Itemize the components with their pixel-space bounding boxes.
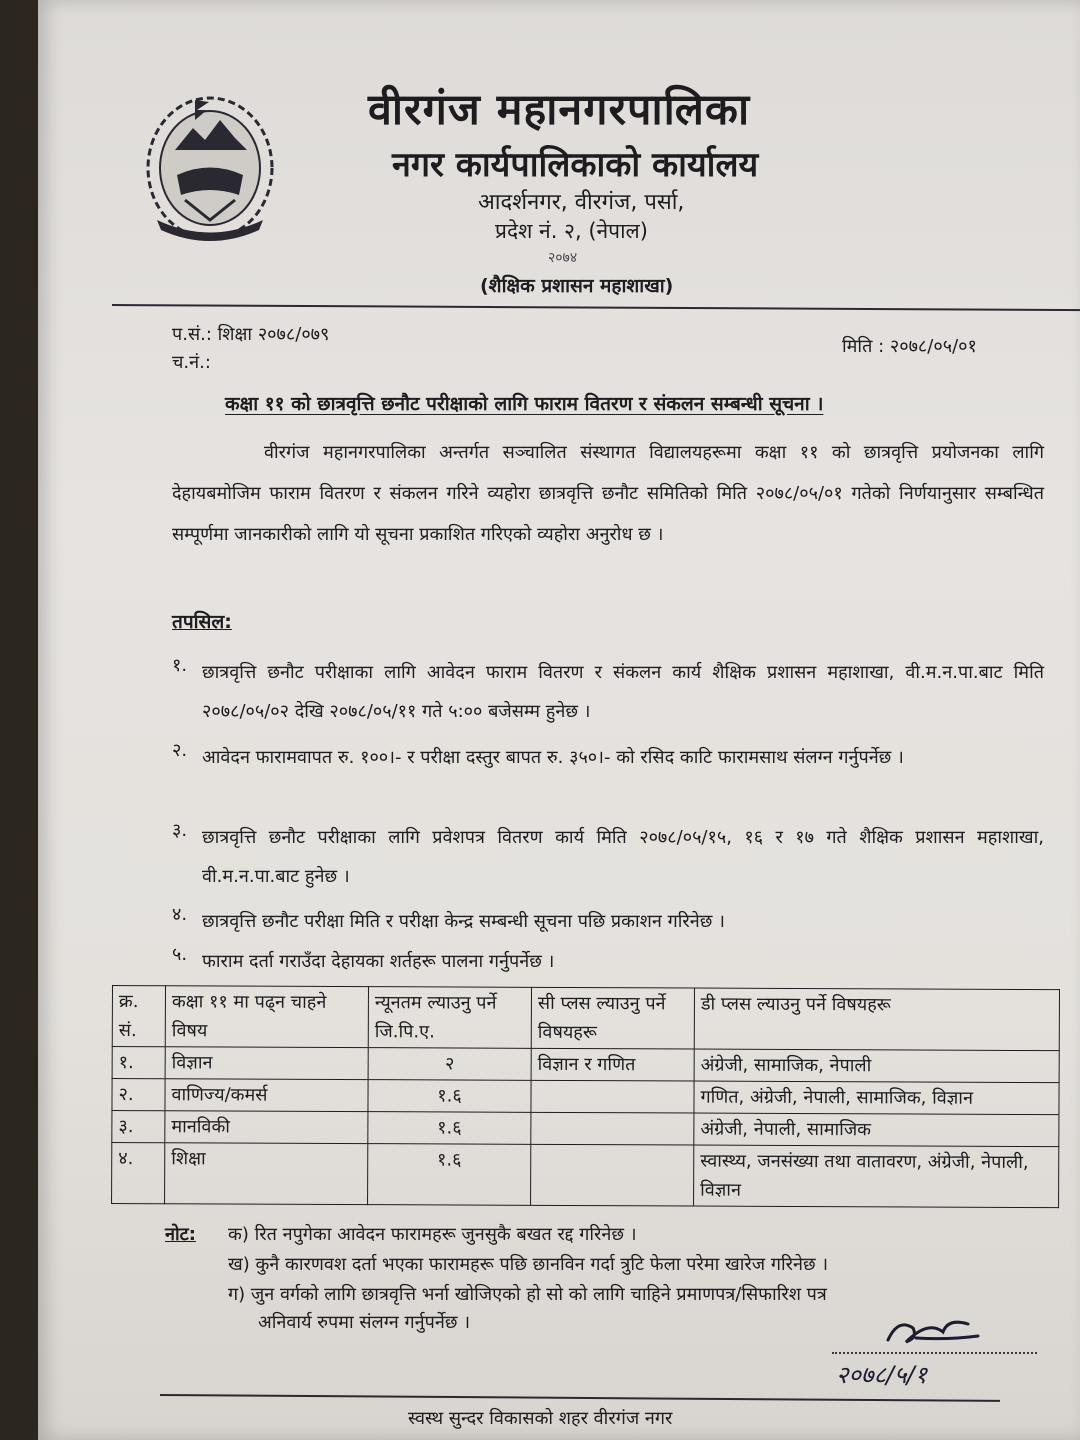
cell-d-plus: गणित, अंग्रेजी, नेपाली, सामाजिक, विज्ञान	[694, 1081, 1059, 1115]
details-heading: तपसिल:	[172, 611, 232, 633]
note-item: अनिवार्य रुपमा संलग्न गर्नुपर्नेछ ।	[258, 1312, 471, 1333]
dispatch-number: च.नं.:	[172, 352, 211, 373]
cell-serial: २.	[112, 1079, 165, 1111]
header-c-plus: सी प्लस ल्याउनु पर्ने विषयहरू	[531, 987, 694, 1049]
table-row	[112, 1047, 1059, 1083]
note-item: क) रित नपुगेका आवेदन फारामहरू जुनसुकै बखत रद्द गरिनेछ ।	[228, 1224, 637, 1245]
item-text: छात्रवृत्ति छनौट परीक्षा मिति र परीक्षा केन्द्र सम्बन्धी सूचना पछि प्रकाशन गरिनेछ ।	[202, 911, 725, 932]
item-text: छात्रवृत्ति छनौट परीक्षाका लागि प्रवेशपत्र वितरण कार्य मिति २०७८/०५/१५, १६ र १७ गते शैक्षिक प्रशासन महाशाखा, वी.म.न.पा.बाट हुनेछ ।	[202, 827, 1044, 887]
table-row	[112, 1111, 1059, 1147]
cell-gpa: १.६	[368, 1080, 531, 1113]
header-serial: क्र. सं.	[112, 986, 165, 1047]
note-item: ख) कुनै कारणवश दर्ता भएका फारामहरू पछि छानविन गर्दा त्रुटि फेला परेमा खारेज गरिनेछ ।	[228, 1254, 829, 1275]
item-text: छात्रवृत्ति छनौट परीक्षाका लागि आवेदन फाराम वितरण र संकलन कार्य शैक्षिक प्रशासन महाशाखा, वी.म.न.पा.बाट मिति २०७८/०५/०२ देखि २०७८/०५/११ गते ५:०० बजेसम्म हुनेछ ।	[202, 662, 1044, 722]
municipality-title: वीरगंज महानगरपालिका	[368, 85, 751, 135]
list-item	[172, 653, 1044, 733]
header-gpa: न्यूनतम ल्याउनु पर्ने जि.पि.ए.	[368, 987, 531, 1049]
header-d-plus: डी प्लस ल्याउनु पर्ने विषयहरू	[694, 988, 1059, 1051]
address-line-2: प्रदेश नं. २, (नेपाल)	[495, 219, 648, 243]
list-item	[172, 818, 1044, 898]
intro-paragraph: वीरगंज महानगरपालिका अन्तर्गत सञ्चालित संस्थागत विद्यालयहरूमा कक्षा ११ को छात्रवृत्ति प्रयोजनका लागि देहायबमोजिम फाराम वितरण र संकलन गरिने व्यहोरा छात्रवृत्ति छनौट समितिको मिति २०७८/०५/०१ गतेको निर्णयानुसार सम्बन्धित सम्पूर्णमा जानकारीको लागि यो सूचना प्रकाशित गरिएको व्यहोरा अनुरोध छ ।	[172, 442, 1044, 545]
list-item	[172, 738, 1044, 818]
cell-gpa: २	[368, 1048, 531, 1081]
year-stamp: २०७४	[548, 250, 578, 266]
cell-subject: वाणिज्य/कमर्स	[165, 1079, 368, 1112]
office-subtitle: नगर कार्यपालिकाको कार्यालय	[392, 145, 759, 185]
signature-date: २०७८/५/१	[836, 1361, 928, 1389]
branch-name: (शैक्षिक प्रशासन महाशाखा)	[480, 275, 674, 297]
cell-c-plus	[531, 1144, 694, 1206]
address-line-1: आदर्शनगर, वीरगंज, पर्सा,	[478, 190, 685, 215]
conditions-table	[111, 985, 1060, 1208]
item-number: ४.	[172, 904, 188, 925]
cell-d-plus: अंग्रेजी, सामाजिक, नेपाली	[694, 1049, 1059, 1083]
cell-c-plus	[531, 1112, 694, 1145]
cell-serial: ३.	[112, 1111, 165, 1143]
cell-gpa: १.६	[368, 1144, 531, 1206]
table-row	[112, 1079, 1059, 1115]
cell-subject: विज्ञान	[165, 1047, 368, 1080]
reference-number: प.सं.: शिक्षा २०७८/०७९	[172, 324, 330, 345]
item-number: ३.	[172, 820, 188, 841]
item-number: २.	[172, 740, 188, 761]
nepal-emblem-icon	[135, 80, 285, 245]
item-text: आवेदन फारामवापत रु. १००।- र परीक्षा दस्तुर बापत रु. ३५०।- को रसिद काटि फारामसाथ संलग्न गर्नुपर्नेछ ।	[202, 747, 904, 768]
table-header-row	[112, 986, 1059, 1051]
cell-c-plus	[531, 1080, 694, 1113]
cell-d-plus: स्वास्थ्य, जनसंख्या तथा वातावरण, अंग्रेजी, नेपाली, विज्ञान	[694, 1145, 1059, 1208]
list-item	[172, 902, 1044, 942]
item-number: १.	[172, 655, 188, 676]
cell-d-plus: अंग्रेजी, नेपाली, सामाजिक	[694, 1113, 1059, 1147]
cell-subject: शिक्षा	[165, 1143, 368, 1205]
item-number: ५.	[172, 944, 188, 965]
cell-serial: ४.	[112, 1143, 165, 1204]
cell-serial: १.	[112, 1047, 165, 1079]
note-label: नोट:	[165, 1224, 196, 1245]
signature-line	[832, 1352, 1037, 1354]
note-item: ग) जुन वर्गको लागि छात्रवृत्ति भर्ना खोजिएको हो सो को लागि चाहिने प्रमाणपत्र/सिफारिश पत्र	[228, 1284, 827, 1305]
list-item	[172, 942, 1044, 982]
notice-date: मिति : २०७८/०५/०१	[842, 336, 977, 357]
cell-subject: मानविकी	[165, 1111, 368, 1144]
footer-slogan: स्वस्थ सुन्दर विकासको शहर वीरगंज नगर	[408, 1408, 673, 1429]
item-text: फाराम दर्ता गराउँदा देहायका शर्तहरू पालना गर्नुपर्नेछ ।	[202, 951, 555, 972]
table-row	[112, 1143, 1059, 1208]
cell-gpa: १.६	[368, 1112, 531, 1145]
cell-c-plus: विज्ञान र गणित	[531, 1048, 694, 1081]
header-subject: कक्षा ११ मा पढ्न चाहने विषय	[165, 986, 368, 1048]
notice-subject: कक्षा ११ को छात्रवृत्ति छनौट परीक्षाको लागि फाराम वितरण र संकलन सम्बन्धी सूचना ।	[225, 393, 824, 415]
